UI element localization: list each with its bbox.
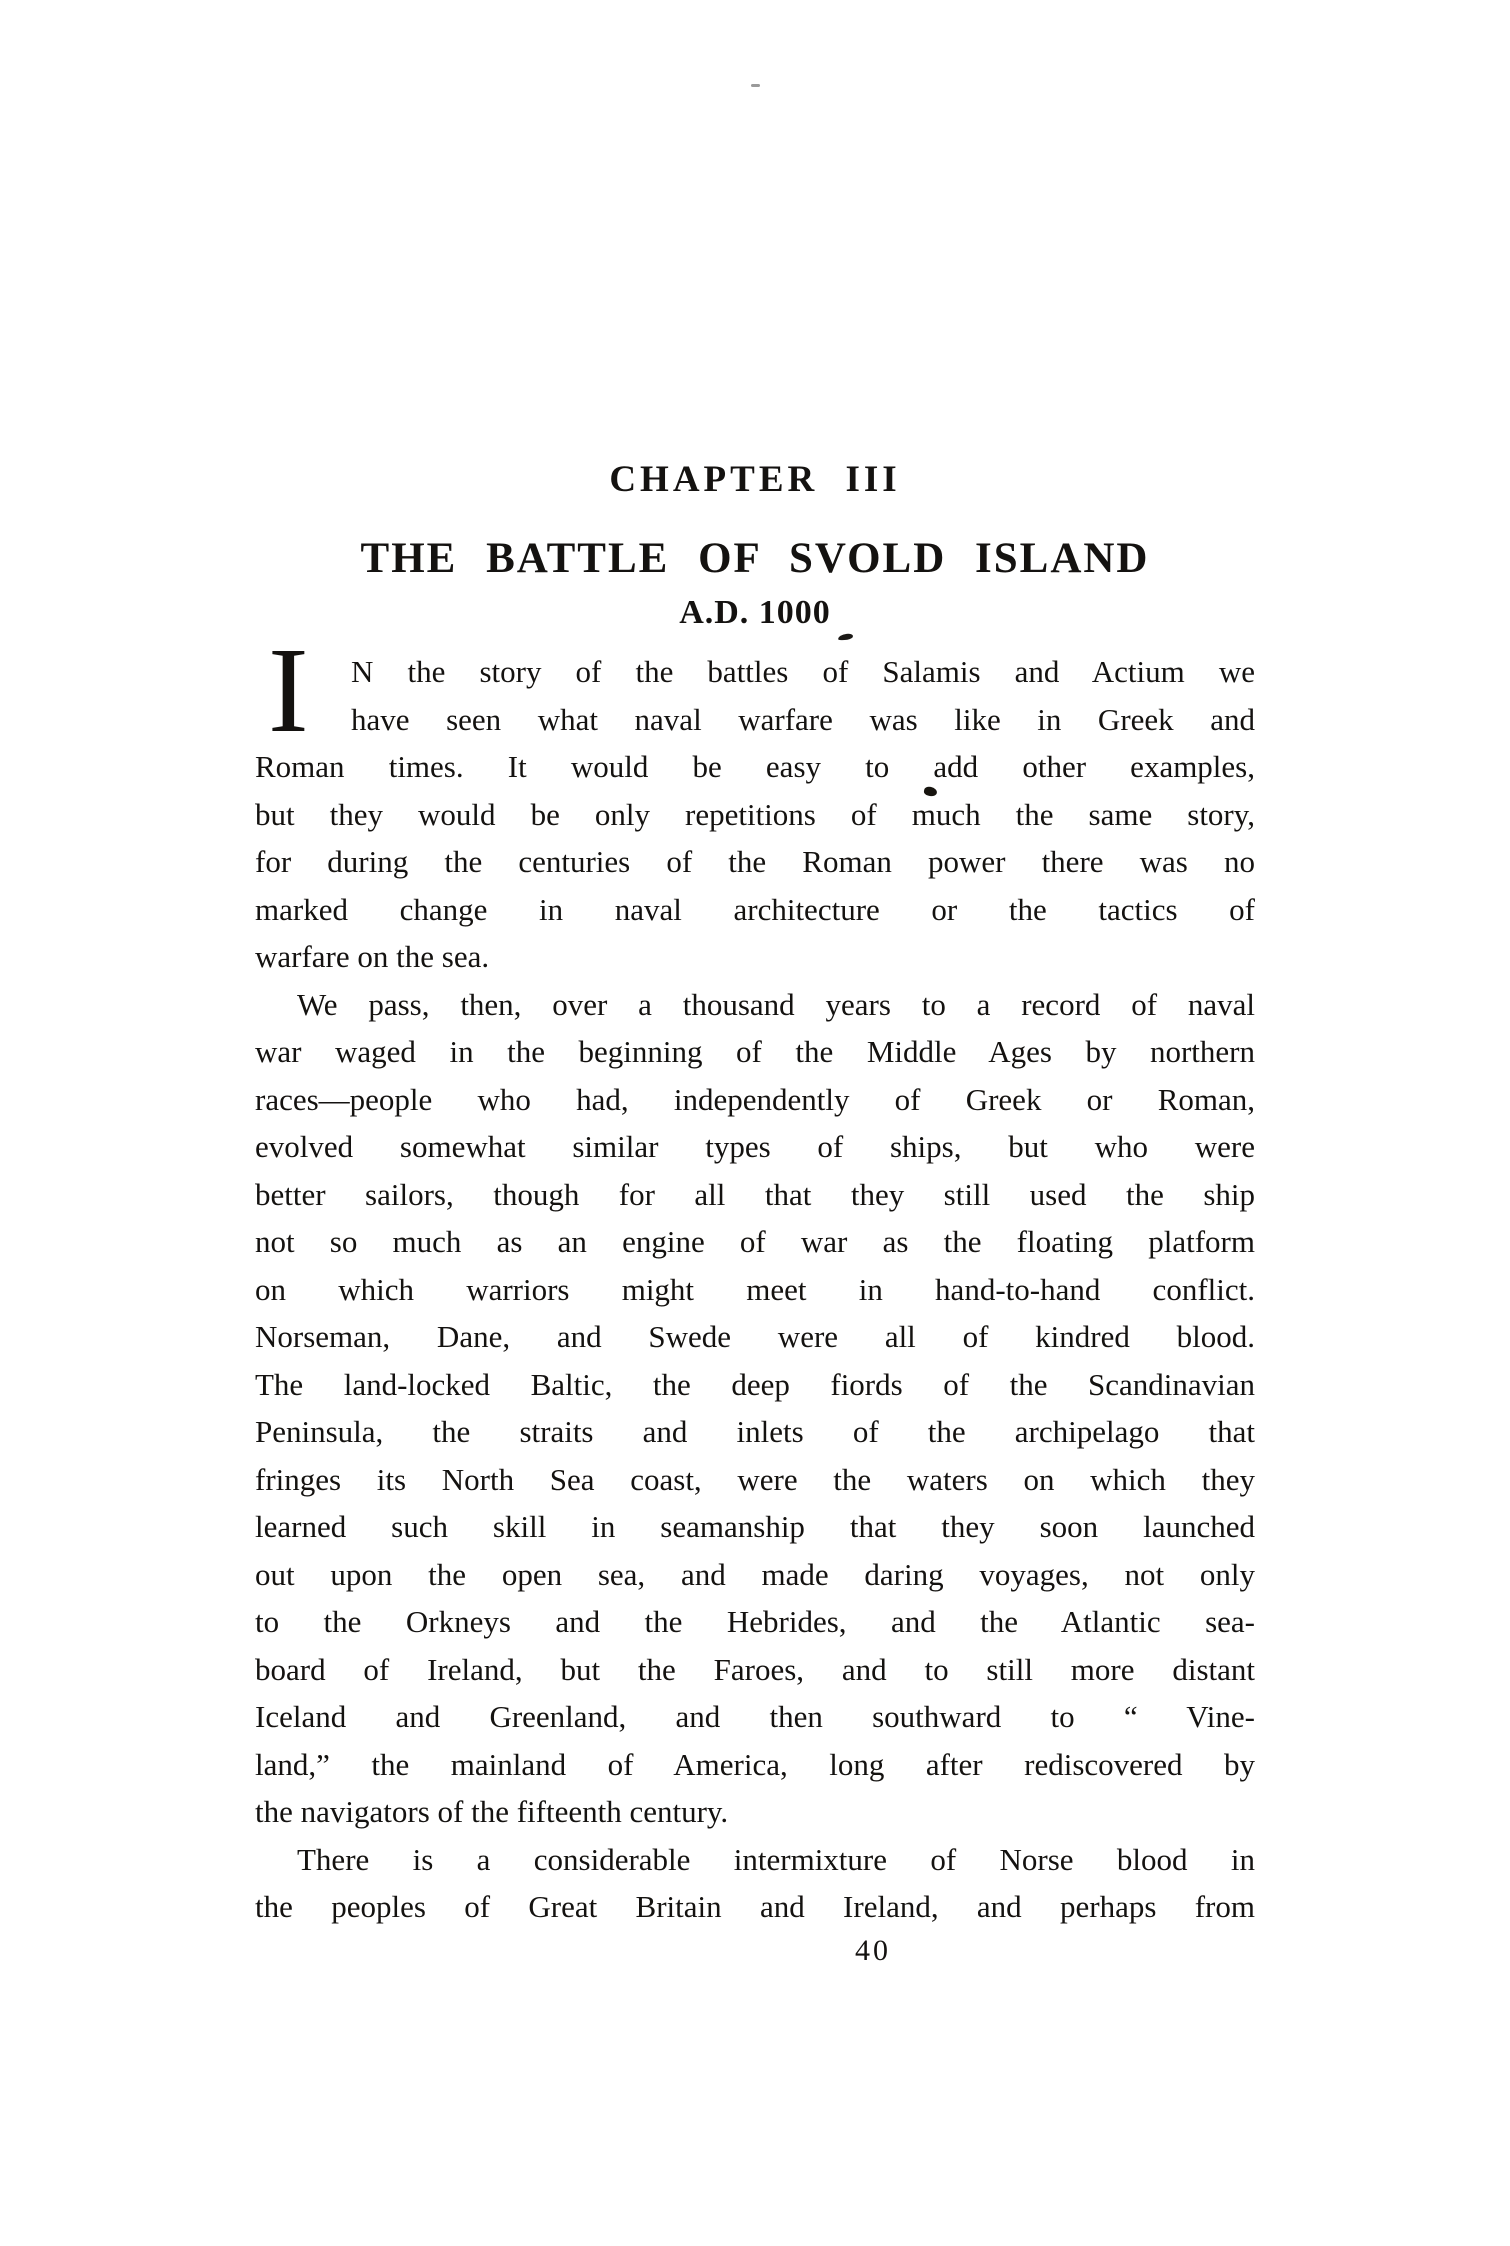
drop-cap: I xyxy=(268,623,309,758)
paragraph xyxy=(255,1836,1255,1931)
paragraph xyxy=(255,623,1255,981)
text-line: out upon the open sea, and made daring voyages, not only xyxy=(255,1556,1255,1592)
text-line: races—people who had, independently of Greek or Roman, xyxy=(255,1081,1255,1117)
text-line: the navigators of the fifteenth century. xyxy=(255,1794,729,1829)
paragraph xyxy=(255,981,1255,1836)
text-line: There is a considerable intermixture of Norse blood in xyxy=(297,1841,1255,1877)
text-line: The land-locked Baltic, the deep fiords of the Scandinavian xyxy=(255,1366,1255,1402)
text-line: war waged in the beginning of the Middle Ages by northern xyxy=(255,1034,1255,1069)
text-line: N the story of the battles of Salamis and Actium we xyxy=(351,654,1255,689)
text-line: better sailors, though for all that they still used the ship xyxy=(255,1176,1255,1212)
text-line: evolved somewhat similar types of ships, but who were xyxy=(255,1129,1255,1164)
text-line: to the Orkneys and the Hebrides, and the Atlantic sea- xyxy=(255,1604,1255,1639)
text-line: marked change in naval architecture or the tactics of xyxy=(255,891,1255,927)
text-line: Norseman, Dane, and Swede were all of kindred blood. xyxy=(255,1319,1255,1354)
text-line: on which warriors might meet in hand-to-hand conflict. xyxy=(255,1271,1255,1307)
chapter-heading: CHAPTER III xyxy=(609,459,901,500)
text-line: the peoples of Great Britain and Ireland, and perhaps from xyxy=(255,1889,1255,1924)
text-line: land,” the mainland of America, long after rediscovered by xyxy=(255,1746,1255,1782)
text-line: Iceland and Greenland, and then southward to “ Vine- xyxy=(255,1699,1255,1734)
text-line: Roman times. It would be easy to add other examples, xyxy=(255,749,1255,784)
text-line: We pass, then, over a thousand years to a record of naval xyxy=(297,986,1255,1022)
text-line: for during the centuries of the Roman power there was no xyxy=(255,844,1255,879)
page-title: THE BATTLE OF SVOLD ISLAND xyxy=(360,535,1150,582)
text-line: learned such skill in seamanship that they soon launched xyxy=(255,1509,1255,1544)
page-number: 40 xyxy=(855,1934,891,1967)
text-line: not so much as an engine of war as the floating platform xyxy=(255,1224,1255,1259)
text-line: board of Ireland, but the Faroes, and to still more distant xyxy=(255,1651,1255,1687)
text-line: Peninsula, the straits and inlets of the archipelago that xyxy=(255,1414,1255,1449)
text-line: but they would be only repetitions of much the same story, xyxy=(255,796,1255,832)
scan-artifact-top-mark xyxy=(751,84,760,87)
text-line: fringes its North Sea coast, were the waters on which they xyxy=(255,1461,1255,1497)
chapter-date: A.D. 1000 xyxy=(679,594,831,631)
body-text xyxy=(255,623,1255,1931)
scan-artifact-date-mark xyxy=(838,633,854,641)
text-line: have seen what naval warfare was like in Greek and xyxy=(351,701,1255,737)
text-line: warfare on the sea. xyxy=(255,939,490,974)
